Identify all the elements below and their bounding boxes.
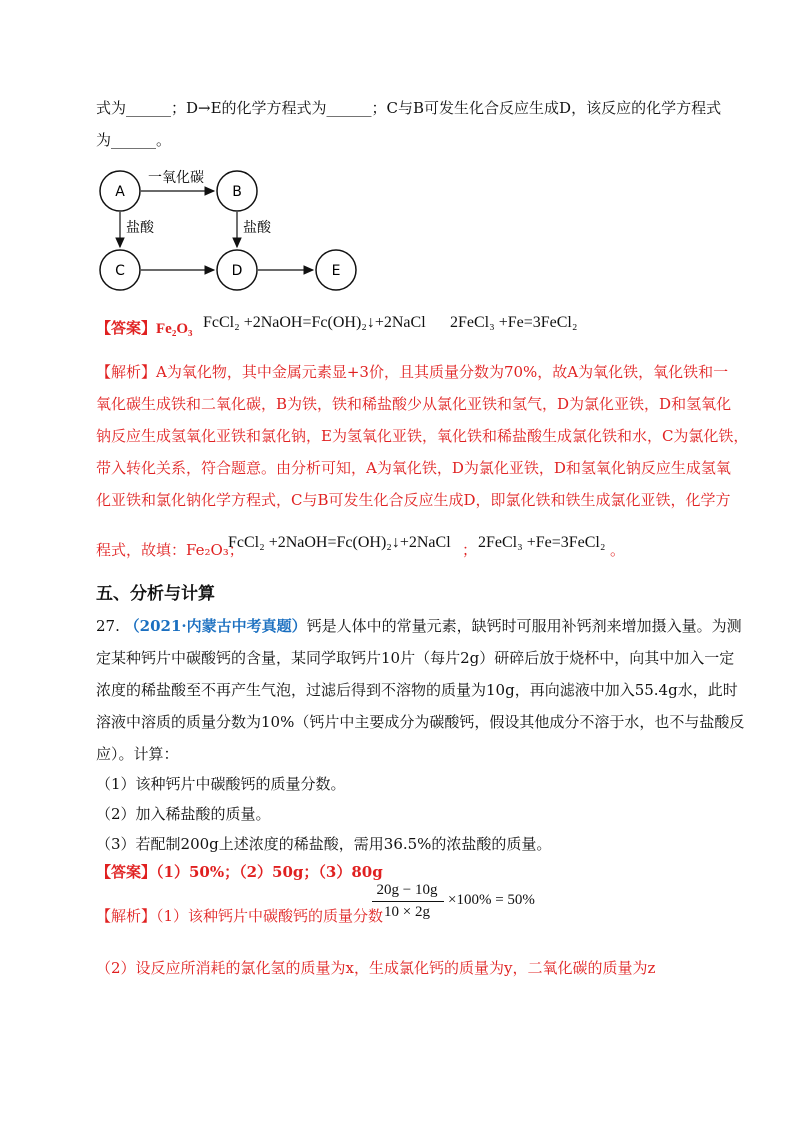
label-a-to-b: 一氧化碳: [148, 170, 204, 186]
intro-line-1: 式为______；D→E的化学方程式为______；C与B可发生化合反应生成D，该反应的化学方程式: [96, 99, 722, 117]
analysis-1-line-4: 带入转化关系，符合题意。由分析可知，A为氧化铁，D为氯化亚铁，D和氢氧化钠反应生成氢氧: [96, 459, 731, 477]
analysis-1-line-6: [96, 540, 244, 560]
answer-2-text: （1）50%；（2）50g；（3）80g: [156, 863, 383, 881]
analysis-1-end: 。: [610, 541, 626, 559]
label-b-to-d: 盐酸: [243, 220, 271, 236]
analysis-2-line-2: （2）设反应所消耗的氯化氢的质量为x，生成氯化钙的质量为y，二氧化碳的质量为z: [96, 959, 656, 977]
analysis-1-equation-1: FcCl₂ +2NaOH=Fc(OH)₂↓+2NaCl: [228, 534, 451, 551]
analysis-2-line-1: 【解析】（1）该种钙片中碳酸钙的质量分数: [96, 907, 384, 925]
analysis-1-separator: ；: [462, 541, 478, 559]
answer-2-tag: 【答案】: [96, 863, 157, 881]
node-d-label: D: [231, 263, 243, 279]
q27-line-5: 应）。计算：: [96, 745, 179, 763]
fraction-result: ×100% = 50%: [448, 892, 535, 908]
analysis-1-line-5: 化亚铁和氯化钠化学方程式，C与B可发生化合反应生成D，即氯化铁和铁生成氯化亚铁，化学方: [96, 491, 731, 509]
node-c-label: C: [115, 263, 125, 279]
label-a-to-c: 盐酸: [126, 220, 154, 236]
q27-item-1: （1）该种钙片中碳酸钙的质量分数。: [96, 775, 346, 793]
node-b: [217, 171, 257, 211]
node-a-label: A: [115, 184, 125, 200]
node-a: [100, 171, 140, 211]
fraction-denominator: 10 × 2g: [384, 904, 430, 920]
intro-line-2: 为______。: [96, 131, 172, 149]
node-e: [316, 250, 356, 290]
analysis-2-fraction: [370, 882, 550, 926]
analysis-1-line-1: 【解析】A为氧化物，其中金属元素显+3价，且其质量分数为70%，故A为氧化铁，氧化铁和一: [96, 363, 729, 381]
q27-text-1: 钙是人体中的常量元素，缺钙时可服用补钙剂来增加摄入量。为测: [306, 617, 742, 635]
q27-item-3: （3）若配制200g上述浓度的稀盐酸，需用36.5%的浓盐酸的质量。: [96, 835, 552, 853]
answer-1-tag: 【答案】: [96, 319, 157, 337]
q27-source: （2021·内蒙古中考真题）: [124, 617, 307, 635]
fraction-numerator: 20g − 10g: [376, 882, 438, 898]
analysis-1-last-prefix: 程式，故填：Fe₂O₃；: [96, 541, 244, 559]
section-title: 五、分析与计算: [96, 584, 215, 604]
answer-1-equation-2: 2FeCl₃ +Fe=3FeCl₂: [450, 314, 578, 331]
q27-line-4: 溶液中溶质的质量分数为10%（钙片中主要成分为碳酸钙，假设其他成分不溶于水，也不与盐酸反: [96, 713, 745, 731]
q27-line-2: 定某种钙片中碳酸钙的含量，某同学取钙片10片（每片2g）研碎后放于烧杯中，向其中加入一定: [96, 649, 735, 667]
reaction-diagram: [96, 166, 360, 294]
q27-number: 27.: [96, 617, 120, 635]
answer-1-equation-1: FcCl₂ +2NaOH=Fc(OH)₂↓+2NaCl: [203, 314, 426, 331]
q27-line-1: [96, 616, 742, 636]
answer-1-a-formula: Fe₂O₃: [156, 321, 193, 337]
q27-item-2: （2）加入稀盐酸的质量。: [96, 805, 271, 823]
node-d: [217, 250, 257, 290]
node-c: [100, 250, 140, 290]
answer-1-row: [96, 318, 193, 339]
q27-line-3: 浓度的稀盐酸至不再产生气泡，过滤后得到不溶物的质量为10g，再向滤液中加入55.4g水，此时: [96, 681, 738, 699]
analysis-1-line-3: 钠反应生成氢氧化亚铁和氯化钠，E为氢氧化亚铁，氧化铁和稀盐酸生成氯化铁和水，C为氯化铁，: [96, 427, 749, 445]
fraction-bar: [372, 901, 444, 902]
answer-2-row: [96, 862, 383, 882]
node-e-label: E: [331, 263, 341, 279]
node-b-label: B: [232, 184, 242, 200]
analysis-1-line-2: 氧化碳生成铁和二氧化碳，B为铁，铁和稀盐酸少从氯化亚铁和氢气，D为氯化亚铁，D和氢氧化: [96, 395, 732, 413]
analysis-1-equation-2: 2FeCl₃ +Fe=3FeCl₂: [478, 534, 606, 551]
